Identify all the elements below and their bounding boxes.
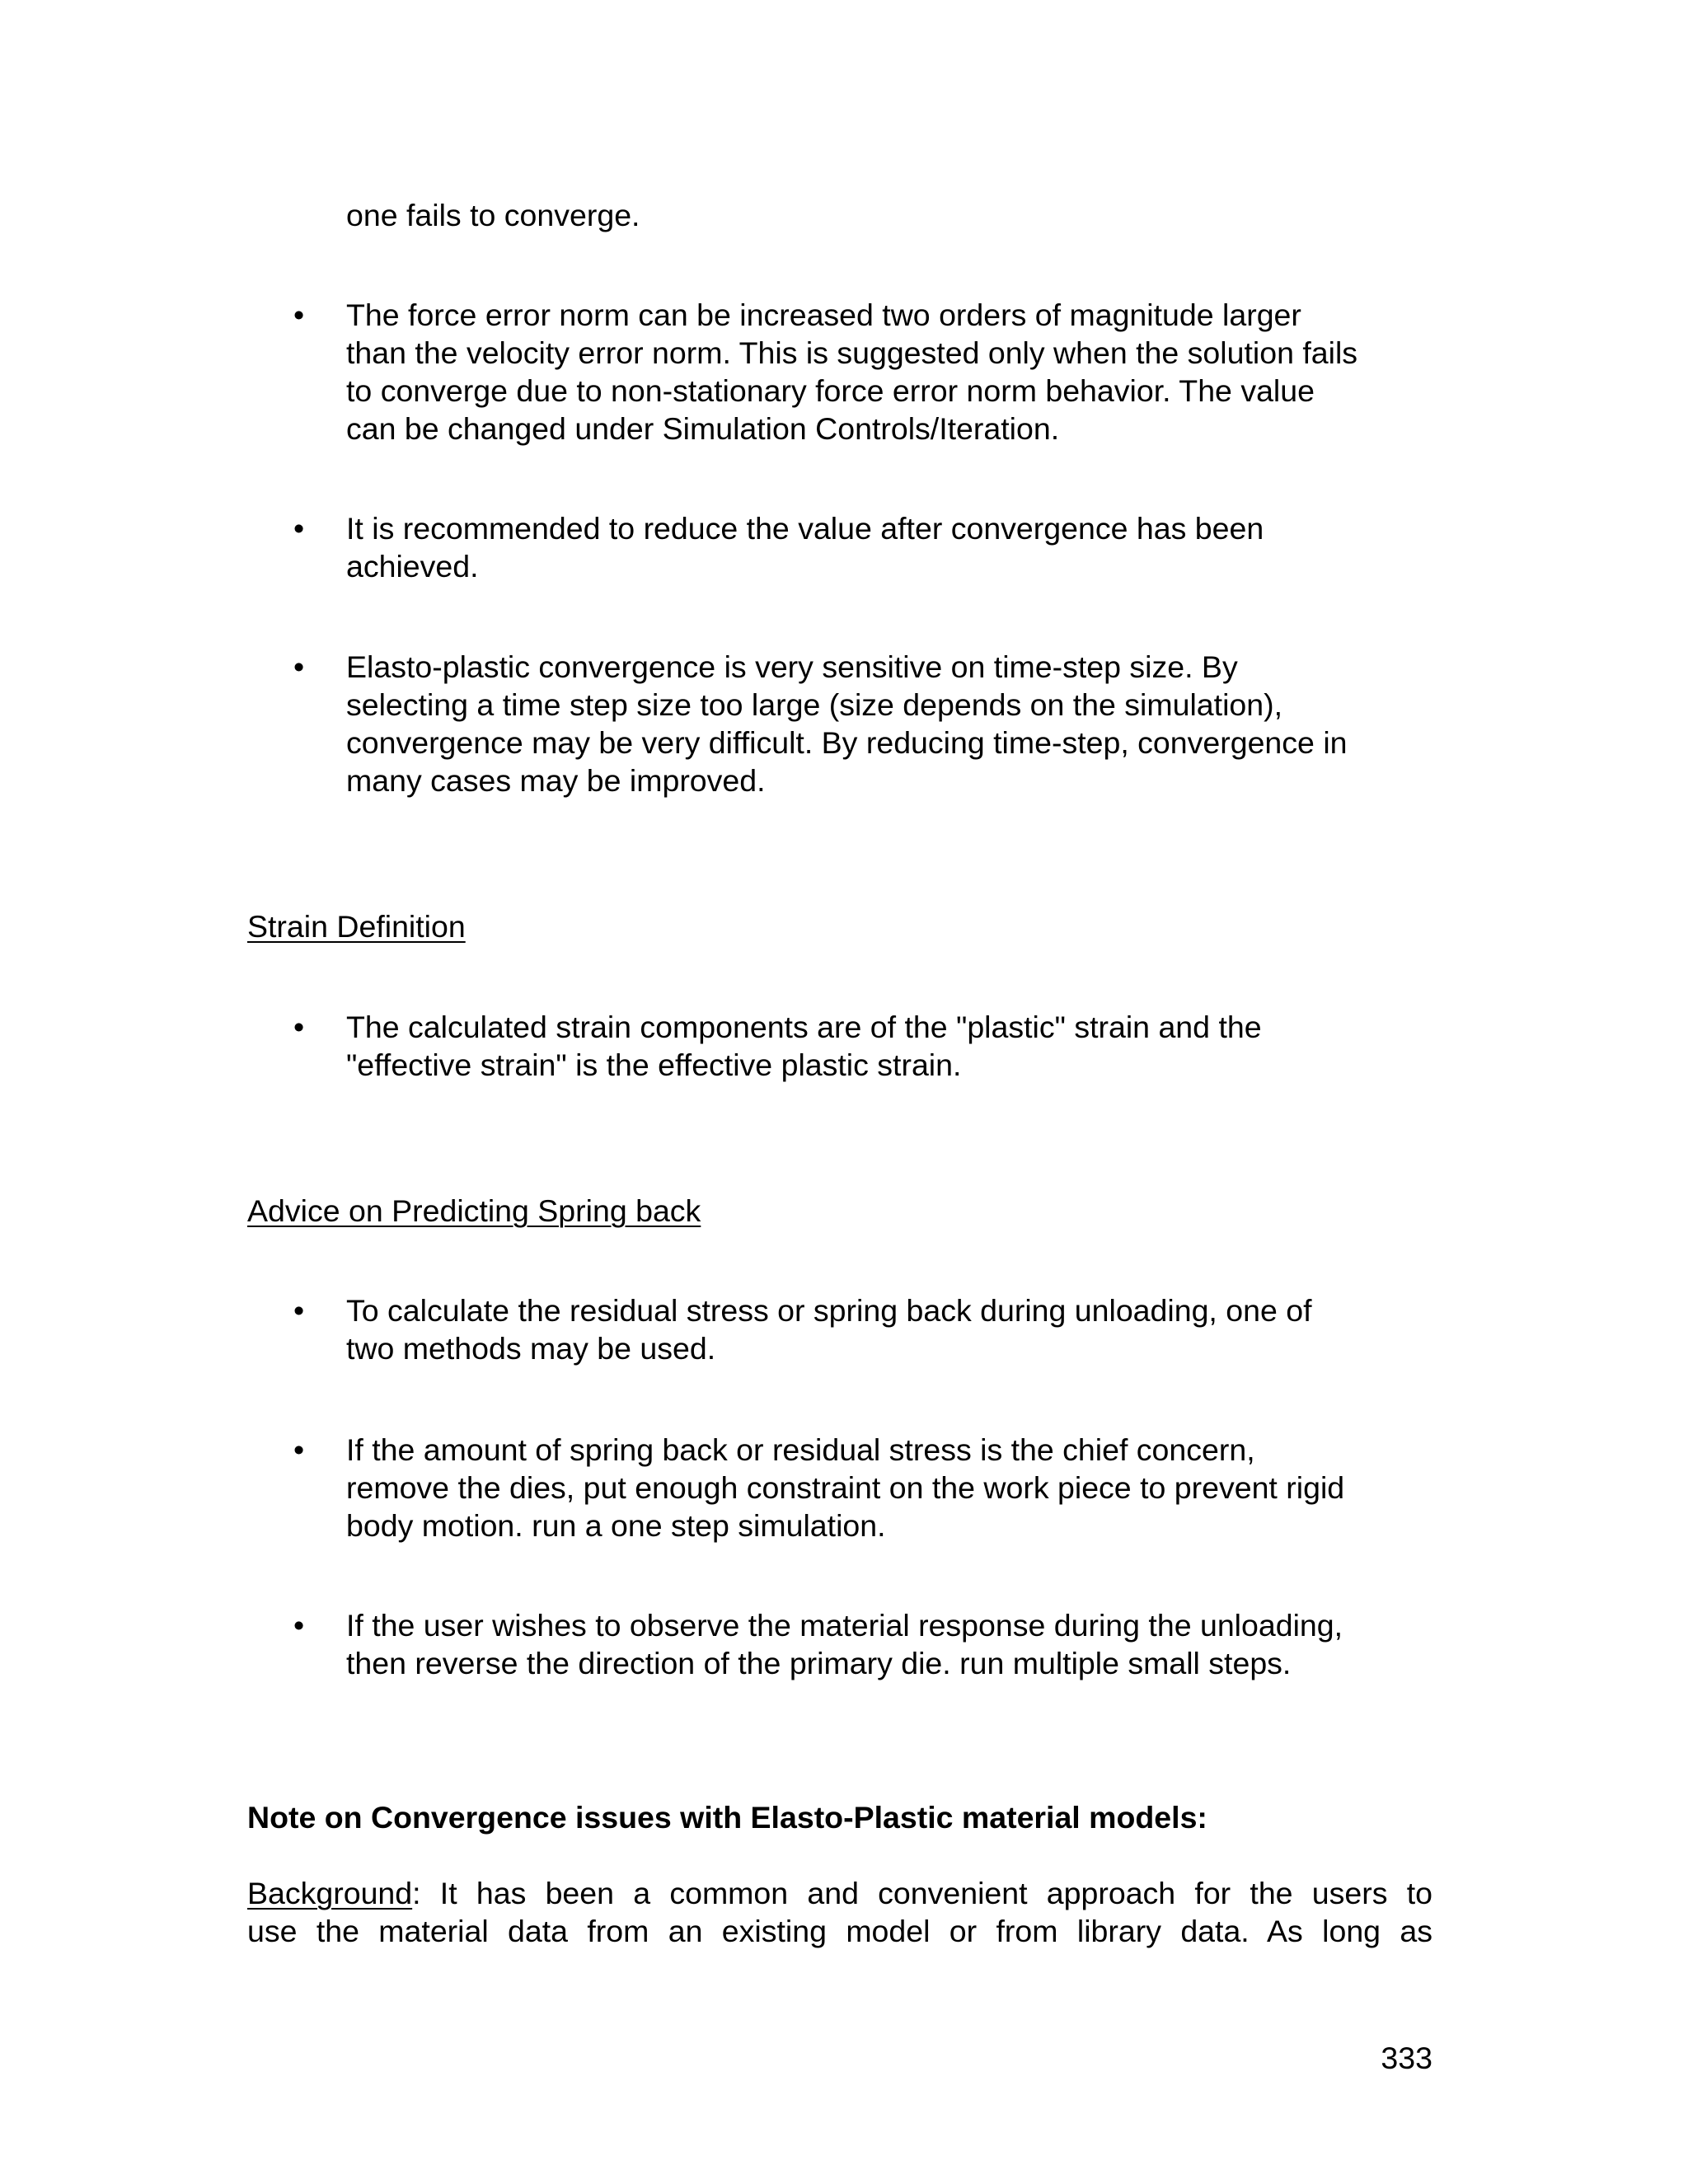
bullet-glyph: • (293, 1010, 305, 1044)
bullet-glyph: • (293, 649, 305, 684)
bullet-text-line: then reverse the direction of the primary die. run multiple small steps. (346, 1646, 1292, 1680)
bullet-glyph: • (293, 511, 305, 546)
bullet-text-line: achieved. (346, 549, 479, 583)
intro-line: one fails to converge. (346, 198, 640, 232)
bullet-glyph: • (293, 1432, 305, 1467)
section-heading-strain-definition: Strain Definition (247, 909, 466, 944)
background-paragraph-line: use the material data from an existing model or from library data. As long as (247, 1914, 1432, 1948)
background-paragraph-line (247, 1874, 1432, 1912)
note-heading: Note on Convergence issues with Elasto-Plastic material models: (247, 1800, 1207, 1835)
section-heading-spring-back: Advice on Predicting Spring back (247, 1193, 701, 1228)
bullet-text-line: convergence may be very difficult. By reducing time-step, convergence in (346, 725, 1348, 760)
background-label: Background (247, 1876, 413, 1910)
bullet-text-line: If the amount of spring back or residual stress is the chief concern, (346, 1432, 1255, 1467)
bullet-text-line: If the user wishes to observe the material response during the unloading, (346, 1608, 1343, 1643)
background-text: : It has been a common and convenient approach for the users to (412, 1876, 1432, 1910)
bullet-glyph: • (293, 298, 305, 332)
bullet-text-line: Elasto-plastic convergence is very sensitive on time-step size. By (346, 649, 1238, 684)
bullet-text-line: The force error norm can be increased two orders of magnitude larger (346, 298, 1301, 332)
bullet-text-line: "effective strain" is the effective plastic strain. (346, 1047, 962, 1082)
bullet-text-line: than the velocity error norm. This is suggested only when the solution fails (346, 335, 1358, 370)
bullet-text-line: It is recommended to reduce the value after convergence has been (346, 511, 1264, 546)
bullet-text-line: body motion. run a one step simulation. (346, 1508, 886, 1543)
bullet-text-line: The calculated strain components are of the "plastic" strain and the (346, 1010, 1262, 1044)
bullet-glyph: • (293, 1293, 305, 1328)
bullet-text-line: can be changed under Simulation Controls/Iteration. (346, 411, 1060, 446)
bullet-text-line: two methods may be used. (346, 1331, 716, 1366)
bullet-text-line: selecting a time step size too large (size depends on the simulation), (346, 687, 1283, 722)
bullet-text-line: remove the dies, put enough constraint on the work piece to prevent rigid (346, 1470, 1345, 1505)
bullet-text-line: To calculate the residual stress or spring back during unloading, one of (346, 1293, 1312, 1328)
bullet-text-line: many cases may be improved. (346, 763, 766, 798)
page-number: 333 (1381, 2041, 1432, 2075)
bullet-text-line: to converge due to non-stationary force error norm behavior. The value (346, 373, 1315, 408)
bullet-glyph: • (293, 1608, 305, 1643)
